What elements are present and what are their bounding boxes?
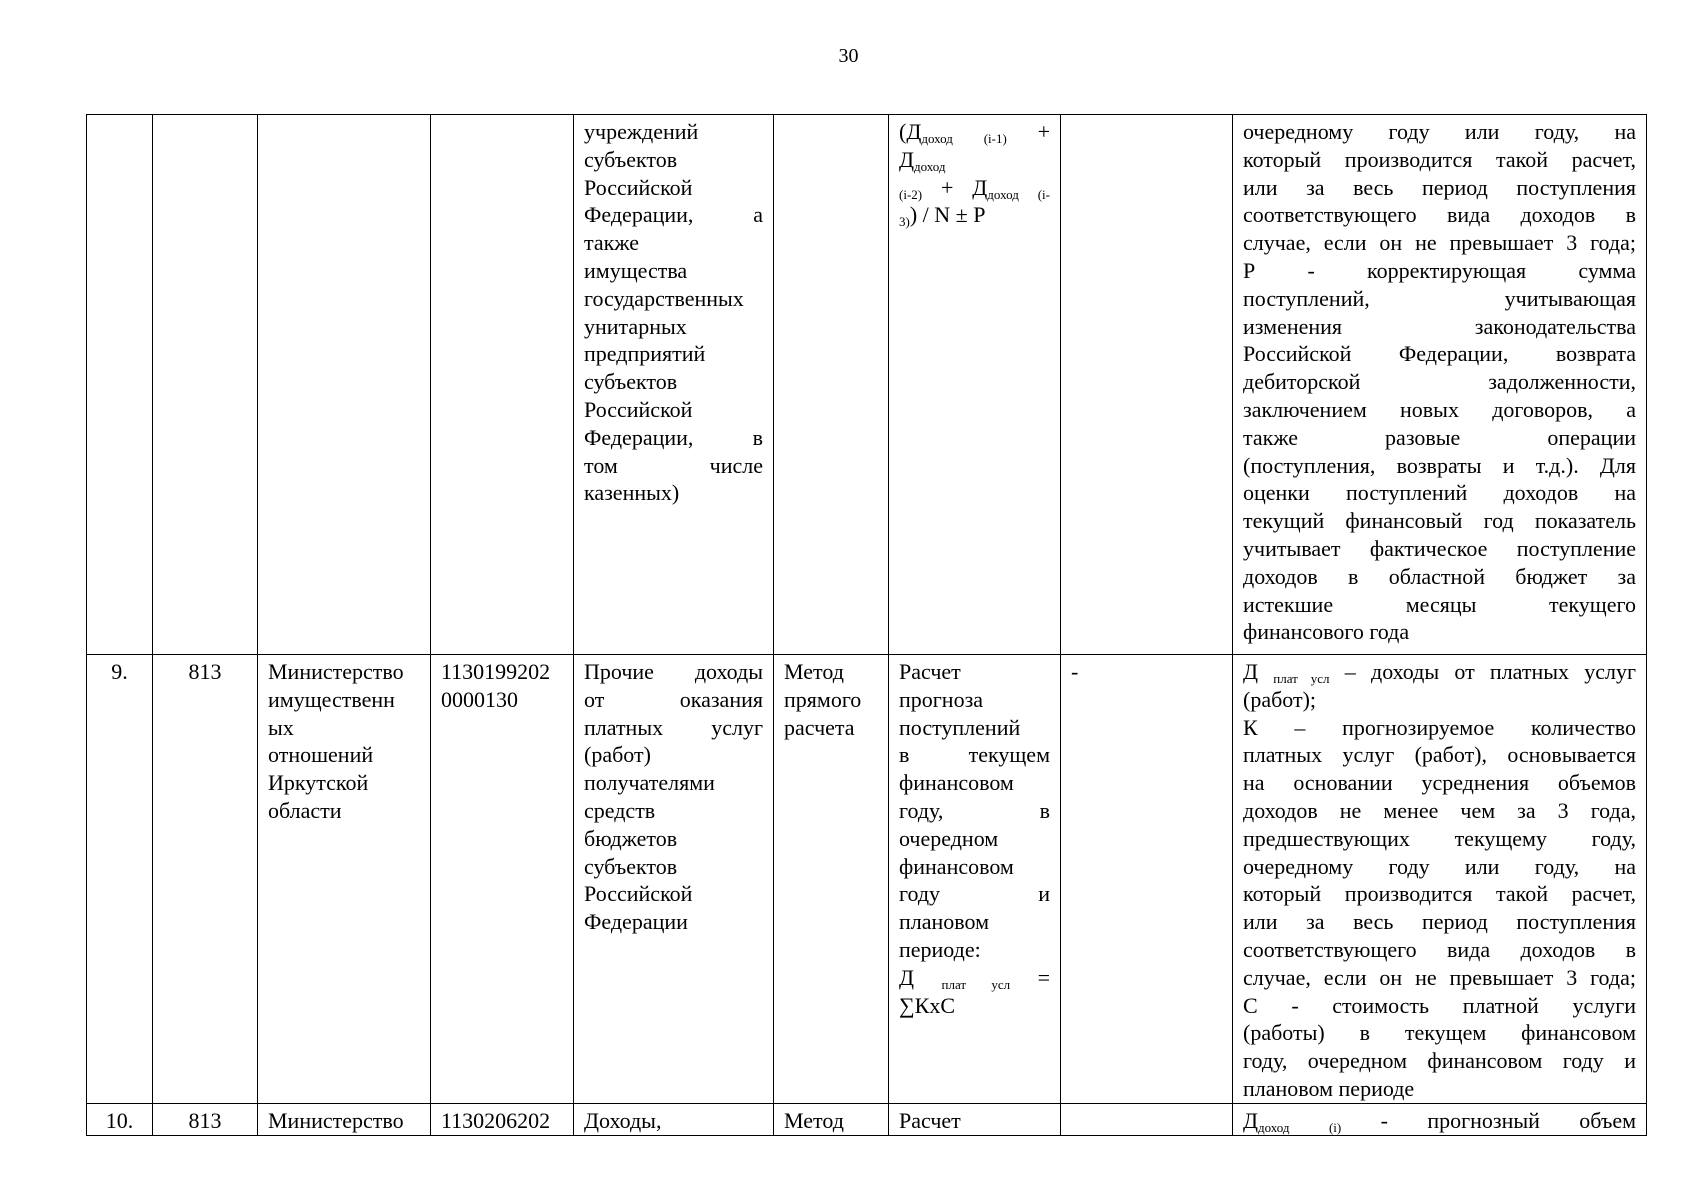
formula-text: (Д: [899, 119, 922, 144]
text-line: который производится такой расчет,: [1243, 146, 1636, 172]
text-line: плановом: [899, 909, 990, 935]
text-line: истекшие месяцы текущего: [1243, 591, 1636, 617]
formula-line: [899, 201, 1050, 229]
text-line: имущества: [584, 257, 688, 283]
text-line: заключением новых договоров, а: [1243, 396, 1636, 422]
formula-text: Д: [1243, 659, 1259, 684]
formula-line: [899, 118, 1050, 146]
formula-line: [899, 964, 1050, 992]
formula-subscript: доход: [987, 186, 1019, 202]
text-line: (работы) в текущем финансовом: [1243, 1020, 1636, 1046]
text-line: Федерации: [584, 909, 688, 935]
cell-num: 9.: [87, 655, 153, 1104]
cell-algorithm: -: [1061, 655, 1233, 1104]
text-line: в текущем: [899, 742, 1050, 768]
text-line: году и: [899, 881, 1050, 907]
formula-subscript: (i-1): [983, 131, 1007, 146]
text-line: Иркутской: [268, 770, 369, 796]
cell-admin-code: [153, 115, 258, 655]
cell-description: [1233, 115, 1647, 655]
cell-description: [1233, 1103, 1647, 1135]
text-line: прямого: [784, 686, 862, 712]
text-line: бюджетов: [584, 825, 678, 851]
formula-subscript: (i-2): [899, 186, 923, 202]
text-line: расчета: [784, 714, 855, 740]
text-line: Российской: [584, 881, 693, 907]
text-line: [1243, 1107, 1636, 1135]
cell-kbk: 1130206202: [431, 1103, 574, 1135]
text-line: случае, если он не превышает 3 года;: [1243, 964, 1636, 990]
text-line: поступлений: [899, 714, 1021, 740]
cell-method: [774, 115, 889, 655]
text-line: который производится такой расчет,: [1243, 881, 1636, 907]
text-line: К – прогнозируемое количество: [1243, 714, 1636, 740]
cell-kbk: [431, 655, 574, 1104]
formula-subscript: доход: [921, 131, 953, 146]
text-line: (работ);: [1243, 686, 1317, 712]
text-line: учреждений: [584, 119, 699, 144]
text-line: отношений: [268, 742, 374, 768]
text-line: Министерство: [268, 659, 404, 684]
text-line: Метод: [784, 659, 844, 684]
cell-num: 10.: [87, 1103, 153, 1135]
formula-text: Д: [899, 964, 915, 990]
text-line: унитарных: [584, 313, 687, 339]
text-line: также разовые операции: [1243, 424, 1636, 450]
text-line: государственных: [584, 285, 744, 311]
cell-method: [774, 655, 889, 1104]
text-line: Прочие доходы: [584, 659, 763, 684]
text-line: [1243, 658, 1636, 686]
formula-subscript: плат усл: [1273, 671, 1330, 686]
table-row-10: [87, 1103, 1647, 1135]
formula-text: Д: [1243, 1107, 1259, 1133]
cell-formula: [889, 655, 1061, 1104]
text-line: имущественн: [268, 686, 395, 712]
formula-text: Д: [972, 174, 988, 200]
text-line: платных услуг: [584, 714, 763, 740]
text-line: от оказания: [584, 686, 763, 712]
text-line: учитывает фактическое поступление: [1243, 535, 1636, 561]
text-line: очередному году или году, на: [1243, 853, 1636, 879]
text-line: доходов в областной бюджет за: [1243, 563, 1636, 589]
text-line: прогноза: [899, 686, 984, 712]
cell-revenue-name: [574, 115, 774, 655]
text-fragment: - прогнозный объем: [1380, 1107, 1637, 1133]
formula-subscript: (i-: [1037, 186, 1050, 202]
cell-admin-code: 813: [153, 1103, 258, 1135]
text-line: оценки поступлений доходов на: [1243, 480, 1636, 506]
cell-admin-name: [258, 115, 431, 655]
text-line: поступлений, учитывающая: [1243, 285, 1636, 311]
formula-line: [899, 174, 1050, 202]
text-line: или за весь период поступления: [1243, 909, 1636, 935]
text-line: Федерации, а: [584, 202, 763, 228]
text-line: предшествующих текущему году,: [1243, 825, 1636, 851]
text-line: соответствующего вида доходов в: [1243, 936, 1636, 962]
text-line: субъектов: [584, 369, 678, 395]
table-row-continued: [87, 115, 1647, 655]
formula-subscript: (i): [1328, 1119, 1342, 1135]
text-line: получателями: [584, 770, 715, 796]
formula-subscript: плат усл: [941, 976, 1011, 992]
text-line: финансовом: [899, 770, 1014, 796]
cell-algorithm: [1061, 1103, 1233, 1135]
text-line: Российской: [584, 174, 693, 200]
text-line: году, в: [899, 797, 1050, 823]
text-line: дебиторской задолженности,: [1243, 369, 1636, 395]
cell-admin-name: Министерство: [258, 1103, 431, 1135]
text-line: изменения законодательства: [1243, 313, 1636, 339]
cell-revenue-name: Доходы,: [574, 1103, 774, 1135]
page-number: 30: [838, 45, 859, 67]
text-line: Федерации, в: [584, 424, 763, 450]
text-line: субъектов: [584, 146, 678, 172]
text-fragment: – доходы от платных услуг: [1344, 659, 1637, 684]
text-line: также: [584, 230, 640, 256]
text-line: доходов не менее чем за 3 года,: [1243, 797, 1636, 823]
text-line: средств: [584, 797, 656, 823]
text-line: периоде:: [899, 936, 981, 962]
cell-method: Метод: [774, 1103, 889, 1135]
revenue-forecast-table: [86, 114, 1647, 1136]
formula-text: =: [1037, 964, 1050, 990]
formula-line: ∑КхС: [899, 992, 956, 1018]
text-line: случае, если он не превышает 3 года;: [1243, 230, 1636, 256]
cell-formula: [889, 115, 1061, 655]
text-line: или за весь период поступления: [1243, 174, 1636, 200]
formula-text: +: [1037, 119, 1051, 144]
text-line: субъектов: [584, 853, 678, 879]
text-line: области: [268, 797, 342, 823]
formula-subscript: 3): [899, 214, 910, 230]
cell-kbk: [431, 115, 574, 655]
text-line: текущий финансовый год показатель: [1243, 508, 1636, 534]
text-line: Российской Федерации, возврата: [1243, 341, 1636, 367]
text-line: (работ): [584, 742, 651, 768]
cell-formula: Расчет: [889, 1103, 1061, 1135]
cell-algorithm: [1061, 115, 1233, 655]
text-line: предприятий: [584, 341, 706, 367]
text-line: С - стоимость платной услуги: [1243, 992, 1636, 1018]
table-row-9: [87, 655, 1647, 1104]
text-line: очередном: [899, 825, 999, 851]
text-line: финансовом: [899, 853, 1014, 879]
text-line: 0000130: [441, 686, 518, 712]
text-line: 1130199202: [441, 659, 551, 684]
text-line: плановом периоде: [1243, 1075, 1415, 1101]
text-line: том числе: [584, 452, 763, 478]
text-line: ых: [268, 714, 294, 740]
formula-text: +: [940, 174, 954, 200]
text-line: Р - корректирующая сумма: [1243, 257, 1636, 283]
formula-line: [899, 146, 1050, 174]
text-line: Российской: [584, 396, 693, 422]
text-line: финансового года: [1243, 619, 1410, 645]
formula-subscript: доход: [1258, 1119, 1290, 1135]
formula-subscript: доход: [914, 158, 946, 174]
text-line: казенных): [584, 480, 680, 506]
cell-description: [1233, 655, 1647, 1104]
text-line: очередному году или году, на: [1243, 119, 1636, 144]
text-line: году, очередном финансовом году и: [1243, 1048, 1636, 1074]
cell-revenue-name: [574, 655, 774, 1104]
text-line: платных услуг (работ), основывается: [1243, 742, 1636, 768]
formula-text: ) / N ± P: [909, 202, 986, 228]
formula-text: Д: [899, 146, 915, 172]
cell-admin-name: [258, 655, 431, 1104]
text-line: Расчет: [899, 659, 961, 684]
text-line: соответствующего вида доходов в: [1243, 202, 1636, 228]
text-line: на основании усреднения объемов: [1243, 770, 1636, 796]
cell-num: [87, 115, 153, 655]
cell-admin-code: 813: [153, 655, 258, 1104]
text-line: (поступления, возвраты и т.д.). Для: [1243, 452, 1636, 478]
